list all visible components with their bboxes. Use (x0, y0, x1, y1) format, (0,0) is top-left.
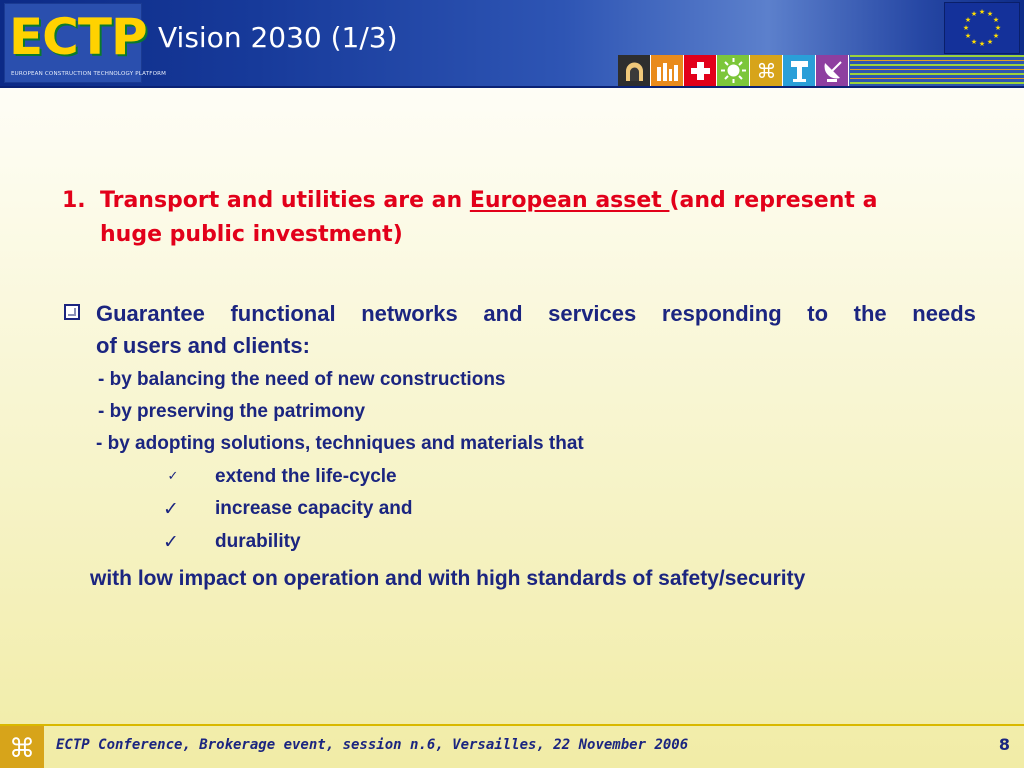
satellite-dish-icon (816, 55, 849, 86)
cross-icon (684, 55, 717, 86)
svg-text:★: ★ (978, 8, 986, 16)
logo-subtitle: EUROPEAN CONSTRUCTION TECHNOLOGY PLATFORM (11, 71, 167, 77)
guarantee-word: needs (912, 301, 976, 326)
water-tower-icon (783, 55, 816, 86)
svg-text:★: ★ (970, 38, 978, 46)
svg-text:★: ★ (986, 38, 994, 46)
checkbox-bullet-icon (64, 304, 80, 320)
guarantee-word: to (807, 301, 829, 326)
svg-text:★: ★ (978, 40, 986, 48)
guarantee-word: the (853, 301, 887, 326)
svg-text:★: ★ (964, 32, 972, 40)
header-divider (0, 86, 1024, 88)
tunnel-icon (618, 55, 651, 86)
theme-icon-strip (618, 55, 849, 86)
eu-flag-icon (944, 2, 1020, 54)
guarantee-word: functional (230, 301, 336, 326)
svg-text:★: ★ (964, 16, 972, 24)
svg-text:★: ★ (962, 24, 970, 32)
cultural-heritage-icon (750, 55, 783, 86)
check-item: extend the life-cycle (215, 466, 397, 487)
ectp-logo (4, 3, 167, 83)
page-number: 8 (998, 735, 1010, 754)
point-heading-line2: huge public investment) (100, 222, 403, 247)
point-text-underlined: European asset (469, 188, 670, 213)
svg-text:★: ★ (992, 16, 1000, 24)
footer-divider (0, 724, 1024, 726)
slide-title: Vision 2030 (1/3) (158, 21, 398, 54)
guarantee-line2: of users and clients: (96, 333, 310, 358)
guarantee-line1 (96, 298, 976, 330)
logo-text: ECTP (9, 8, 147, 66)
city-icon (651, 55, 684, 86)
decorative-stripes (850, 55, 1024, 86)
check-item: durability (215, 531, 301, 552)
guarantee-word: services (548, 301, 637, 326)
svg-text:★: ★ (986, 10, 994, 18)
sub-item: - by balancing the need of new constructions (98, 369, 506, 390)
point-text-before: Transport and utilities are an (100, 188, 470, 213)
footer-text: ECTP Conference, Brokerage event, session n.6, Versailles, 22 November 2006 (56, 737, 689, 753)
sub-item: - by adopting solutions, techniques and materials that (96, 433, 584, 454)
check-mark-icon: ✓ (163, 531, 179, 553)
svg-text:★: ★ (992, 32, 1000, 40)
cultural-heritage-icon (0, 726, 44, 768)
svg-text:⌘: ⌘ (756, 59, 777, 83)
point-heading-line1 (100, 184, 877, 218)
svg-text:★: ★ (970, 10, 978, 18)
point-text-after: (and represent a (669, 188, 878, 213)
guarantee-word: Guarantee (96, 301, 205, 326)
sun-icon (717, 55, 750, 86)
svg-text:⌘: ⌘ (9, 734, 35, 764)
guarantee-word: networks (361, 301, 458, 326)
closing-statement: with low impact on operation and with high standards of safety/security (90, 567, 806, 590)
svg-text:★: ★ (994, 24, 1002, 32)
point-number: 1. (62, 188, 86, 213)
guarantee-word: responding (661, 301, 782, 326)
sub-item: - by preserving the patrimony (98, 401, 366, 422)
check-item: increase capacity and (215, 498, 413, 519)
check-mark-icon: ✓ (167, 469, 179, 484)
check-mark-icon: ✓ (163, 498, 179, 520)
guarantee-word: and (483, 301, 523, 326)
